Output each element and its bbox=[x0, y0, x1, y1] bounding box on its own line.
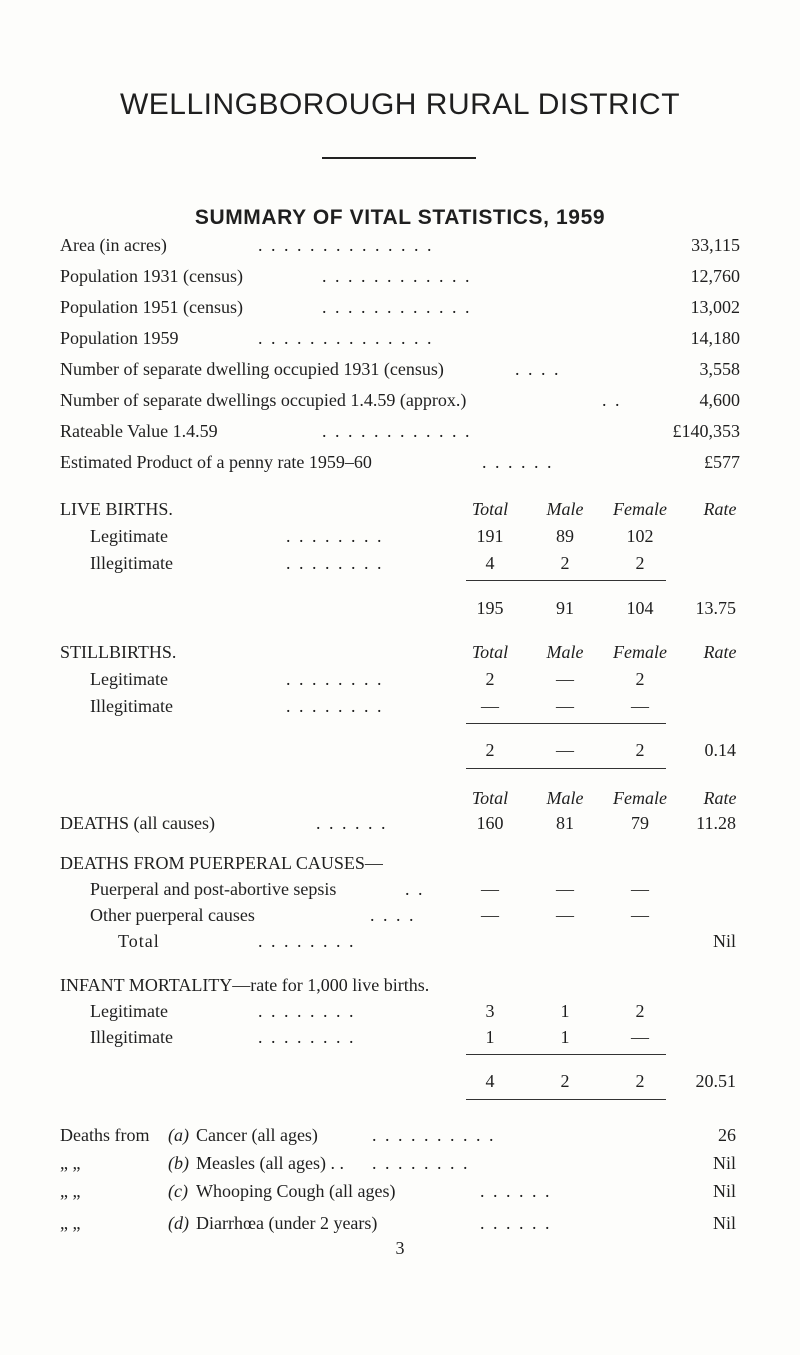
total-male: 2 bbox=[560, 1071, 570, 1091]
summary-label: Estimated Product of a penny rate 1959–60 bbox=[60, 452, 372, 472]
leader-dots: . . . . . . . . . . bbox=[372, 1125, 496, 1145]
cell-total: — bbox=[481, 905, 499, 925]
cause-value: 26 bbox=[718, 1125, 736, 1145]
cell-female: — bbox=[631, 1027, 649, 1047]
summary-value: 33,115 bbox=[691, 235, 740, 255]
cell-female: — bbox=[631, 905, 649, 925]
cell-female: 79 bbox=[631, 813, 649, 833]
page-number: 3 bbox=[395, 1238, 405, 1258]
total-rate: 0.14 bbox=[704, 740, 736, 760]
col-header-male: Male bbox=[546, 499, 584, 519]
leader-dots: . . . . . . . . bbox=[286, 696, 384, 716]
cause-letter: (c) bbox=[168, 1181, 188, 1201]
summary-value: 12,760 bbox=[690, 266, 740, 286]
leader-dots: . . . . . . bbox=[482, 452, 554, 472]
summary-value: 14,180 bbox=[690, 328, 740, 348]
col-header-female: Female bbox=[613, 642, 667, 662]
cell-total: 191 bbox=[476, 526, 504, 546]
col-header-male: Male bbox=[546, 642, 584, 662]
section-heading: LIVE BIRTHS. bbox=[60, 499, 173, 519]
row-label: Puerperal and post-abortive sepsis bbox=[90, 879, 337, 899]
summary-value: 4,600 bbox=[699, 390, 740, 410]
leader-dots: . . . . . . . . . . . . . . bbox=[258, 235, 434, 255]
cell-female: 2 bbox=[635, 669, 645, 689]
cell-rate: 11.28 bbox=[696, 813, 736, 833]
cell-female: 2 bbox=[635, 553, 645, 573]
cell-total: 1 bbox=[485, 1027, 495, 1047]
summary-label: Population 1931 (census) bbox=[60, 266, 243, 286]
cell-total: — bbox=[481, 696, 499, 716]
cell-male: — bbox=[556, 879, 574, 899]
total-male: 91 bbox=[556, 598, 574, 618]
total-total: 2 bbox=[485, 740, 495, 760]
leader-dots: . . . . bbox=[515, 359, 561, 379]
col-header-rate: Rate bbox=[703, 499, 737, 519]
cause-value: Nil bbox=[712, 1153, 736, 1173]
cause-prefix: „ „ bbox=[60, 1153, 81, 1173]
cell-male: 1 bbox=[560, 1027, 570, 1047]
cell-total: 3 bbox=[485, 1001, 495, 1021]
col-header-rate: Rate bbox=[703, 642, 737, 662]
cell-female: — bbox=[631, 879, 649, 899]
cause-label: Whooping Cough (all ages) bbox=[196, 1181, 396, 1201]
leader-dots: . . . . . . . . bbox=[286, 526, 384, 546]
summary-label: Number of separate dwelling occupied 1931 (census) bbox=[60, 359, 444, 379]
section-heading: DEATHS FROM PUERPERAL CAUSES— bbox=[60, 853, 383, 873]
cell-male: — bbox=[556, 696, 574, 716]
cell-total: 160 bbox=[476, 813, 504, 833]
leader-dots: . . . . . . bbox=[480, 1213, 552, 1233]
leader-dots: . . . . . . . . . . . . bbox=[322, 421, 472, 441]
total-female: 2 bbox=[635, 1071, 645, 1091]
summary-label: Population 1951 (census) bbox=[60, 297, 243, 317]
cell-male: — bbox=[556, 905, 574, 925]
page-subtitle: SUMMARY OF VITAL STATISTICS, 1959 bbox=[194, 206, 606, 229]
summary-label: Area (in acres) bbox=[60, 235, 167, 255]
total-total: 195 bbox=[476, 598, 504, 618]
leader-dots: . . . . . . . . bbox=[258, 1001, 356, 1021]
col-header-female: Female bbox=[613, 788, 667, 808]
cell-female: 2 bbox=[635, 1001, 645, 1021]
title-divider bbox=[322, 157, 476, 159]
row-label: DEATHS (all causes) bbox=[60, 813, 215, 833]
row-label: Illegitimate bbox=[90, 553, 173, 573]
cell-male: 2 bbox=[560, 553, 570, 573]
section-heading: STILLBIRTHS. bbox=[60, 642, 177, 662]
col-header-rate: Rate bbox=[703, 788, 737, 808]
cell-male: 89 bbox=[556, 526, 574, 546]
cell-male: 81 bbox=[556, 813, 574, 833]
total-rate: 13.75 bbox=[695, 598, 736, 618]
total-male: — bbox=[556, 740, 574, 760]
cell-total: 4 bbox=[485, 553, 495, 573]
summary-value: 3,558 bbox=[699, 359, 740, 379]
summary-value: 13,002 bbox=[690, 297, 740, 317]
leader-dots: . . bbox=[405, 879, 425, 899]
row-label: Legitimate bbox=[90, 1001, 168, 1021]
total-total: 4 bbox=[485, 1071, 495, 1091]
cell-female: — bbox=[631, 696, 649, 716]
section-heading: INFANT MORTALITY—rate for 1,000 live births. bbox=[60, 975, 430, 995]
leader-dots: . . . . . . bbox=[480, 1181, 552, 1201]
cell-female: 102 bbox=[626, 526, 654, 546]
summary-label: Population 1959 bbox=[60, 328, 179, 348]
leader-dots: . . . . . . bbox=[316, 813, 388, 833]
cause-letter: (a) bbox=[168, 1125, 189, 1145]
cell-male: — bbox=[556, 669, 574, 689]
cause-letter: (b) bbox=[168, 1153, 189, 1173]
subtotal-line bbox=[466, 723, 666, 724]
subtotal-line bbox=[466, 580, 666, 581]
col-header-female: Female bbox=[613, 499, 667, 519]
summary-label: Number of separate dwellings occupied 1.4.59 (approx.) bbox=[60, 390, 467, 410]
row-label: Other puerperal causes bbox=[90, 905, 255, 925]
leader-dots: . . . . . . . . . . . . bbox=[322, 297, 472, 317]
total-female: 104 bbox=[626, 598, 654, 618]
leader-dots: . . . . . . . . . . . . bbox=[322, 266, 472, 286]
total-rate: Nil bbox=[712, 931, 736, 951]
col-header-total: Total bbox=[471, 499, 509, 519]
row-label: Illegitimate bbox=[90, 696, 173, 716]
cause-prefix: „ „ bbox=[60, 1213, 81, 1233]
summary-label: Rateable Value 1.4.59 bbox=[60, 421, 218, 441]
cell-total: — bbox=[481, 879, 499, 899]
total-label: Total bbox=[118, 931, 160, 951]
col-header-male: Male bbox=[546, 788, 584, 808]
page-title: WELLINGBOROUGH RURAL DISTRICT bbox=[119, 88, 681, 121]
cause-value: Nil bbox=[712, 1181, 736, 1201]
cause-prefix: „ „ bbox=[60, 1181, 81, 1201]
cause-letter: (d) bbox=[168, 1213, 189, 1233]
total-rate: 20.51 bbox=[695, 1071, 736, 1091]
summary-value: £140,353 bbox=[672, 421, 740, 441]
leader-dots: . . bbox=[602, 390, 622, 410]
leader-dots: . . . . . . . . bbox=[258, 931, 356, 951]
total-female: 2 bbox=[635, 740, 645, 760]
leader-dots: . . . . . . . . bbox=[286, 553, 384, 573]
row-label: Legitimate bbox=[90, 526, 168, 546]
closing-line bbox=[466, 768, 666, 769]
col-header-total: Total bbox=[471, 788, 509, 808]
cell-total: 2 bbox=[485, 669, 495, 689]
row-label: Illegitimate bbox=[90, 1027, 173, 1047]
col-header-total: Total bbox=[471, 642, 509, 662]
row-label: Legitimate bbox=[90, 669, 168, 689]
leader-dots: . . . . . . . . bbox=[258, 1027, 356, 1047]
leader-dots: . . . . bbox=[370, 905, 416, 925]
cause-label: Diarrhœa (under 2 years) bbox=[196, 1213, 378, 1233]
closing-line bbox=[466, 1099, 666, 1100]
subtotal-line bbox=[466, 1054, 666, 1055]
leader-dots: . . . . . . . . . . . . . . bbox=[258, 328, 434, 348]
cause-value: Nil bbox=[712, 1213, 736, 1233]
cause-label: Cancer (all ages) bbox=[196, 1125, 318, 1145]
cause-prefix: Deaths from bbox=[60, 1125, 150, 1145]
summary-value: £577 bbox=[704, 452, 740, 472]
leader-dots: . . . . . . . . bbox=[286, 669, 384, 689]
cell-male: 1 bbox=[560, 1001, 570, 1021]
leader-dots: . . . . . . . . bbox=[372, 1153, 470, 1173]
cause-label: Measles (all ages) . . bbox=[196, 1153, 344, 1173]
